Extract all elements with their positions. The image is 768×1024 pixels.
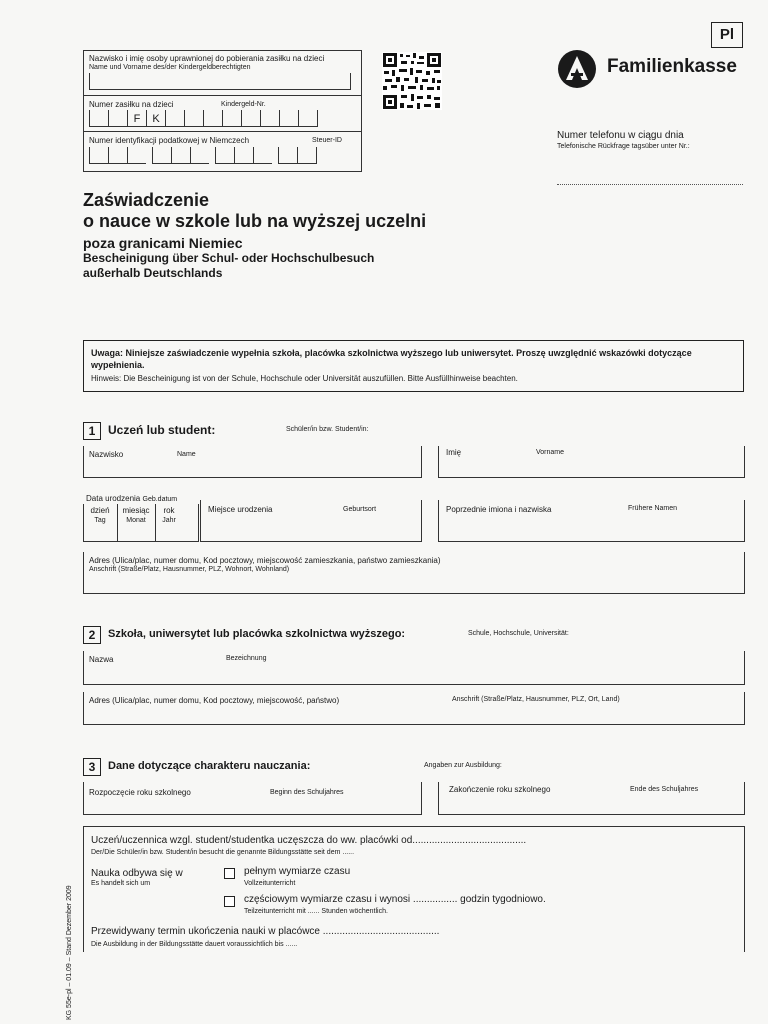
- child-number-cells[interactable]: [89, 109, 318, 127]
- birthplace-label-de: Geburtsort: [343, 506, 377, 513]
- notice-box: [83, 340, 744, 392]
- applicant-box: [83, 50, 362, 172]
- school-address-label-de: Anschrift (Straße/Platz, Hausnummer, PLZ, Ort, Land): [452, 696, 620, 703]
- school-year-start-label: Rozpoczęcie roku szkolnego: [89, 788, 191, 797]
- year-label: rok: [163, 506, 175, 515]
- name-label-pl: Nazwisko i imię osoby uprawnionej do pobierania zasiłku na dzieci: [89, 54, 325, 63]
- language-code: Pl: [719, 26, 735, 43]
- prefix-cell-f: F: [127, 110, 146, 127]
- tax-id-cells[interactable]: [89, 146, 317, 164]
- phone-label-de: Telefonische Rückfrage tagsüber unter Nr.:: [557, 143, 690, 150]
- school-name-label: Nazwa: [89, 655, 114, 664]
- title-de-line-1: Bescheinigung über Schul- oder Hochschulbesuch: [83, 251, 375, 265]
- student-address-label: Adres (Ulica/plac, numer domu, Kod pocztowy, miejscowość zamieszkania, państwo zamieszkania): [89, 556, 441, 565]
- prev-names-field[interactable]: [438, 500, 745, 542]
- tax-id-label-de: Steuer-ID: [312, 137, 342, 144]
- form-code: KG 55e-pl – 01.09 – Stand Dezember 2009: [66, 885, 73, 1020]
- dob-label-pl: Data urodzenia: [86, 494, 141, 503]
- title-line-2: o nauce w szkole lub na wyższej uczelni: [83, 211, 427, 231]
- full-time-label: pełnym wymiarze czasu: [244, 866, 351, 877]
- section-2-title-de: Schule, Hochschule, Universität:: [468, 630, 569, 637]
- brand-name: Familienkasse: [607, 56, 737, 77]
- prefix-cell-k: K: [146, 110, 165, 127]
- school-year-end-label: Zakończenie roku szkolnego: [449, 785, 551, 794]
- dob-label: [86, 494, 177, 504]
- birthplace-field[interactable]: [200, 500, 422, 542]
- end-term-label-de: Die Ausbildung in der Bildungsstätte dauert voraussichtlich bis ......: [91, 941, 298, 948]
- name-label-de: Name und Vorname des/der Kindergeldberechtigten: [89, 64, 251, 71]
- year-label-de: Jahr: [162, 517, 176, 524]
- school-year-end-label-de: Ende des Schuljahres: [630, 786, 699, 793]
- full-time-checkbox[interactable]: [224, 868, 235, 879]
- student-address-field[interactable]: [83, 552, 745, 594]
- title-line-3: poza granicami Niemiec: [83, 235, 243, 251]
- section-3-title: Dane dotyczące charakteru nauczania:: [108, 760, 311, 772]
- school-year-start-label-de: Beginn des Schuljahres: [270, 789, 344, 796]
- firstname-field[interactable]: [438, 446, 745, 478]
- phone-field[interactable]: [557, 176, 743, 185]
- school-name-field[interactable]: [83, 651, 745, 685]
- section-2-number: 2: [83, 626, 101, 644]
- dob-label-de: Geb.datum: [142, 496, 178, 503]
- surname-label: Nazwisko: [89, 450, 124, 459]
- prev-names-label-de: Frühere Namen: [628, 505, 678, 512]
- firstname-label: Imię: [446, 448, 462, 457]
- section-1-title-de: Schüler/in bzw. Student/in:: [286, 426, 369, 433]
- school-name-label-de: Bezeichnung: [226, 655, 267, 662]
- mode-label: Nauka odbywa się w: [91, 868, 183, 879]
- day-label-de: Tag: [94, 517, 106, 524]
- school-year-end-field[interactable]: [438, 782, 745, 815]
- attendance-label: Uczeń/uczennica wzgl. student/studentka uczęszcza do ww. placówki od.........................................: [91, 835, 527, 846]
- surname-label-de: Name: [177, 451, 196, 458]
- title-line-1: Zaświadczenie: [83, 190, 210, 210]
- mode-label-de: Es handelt sich um: [91, 880, 151, 887]
- end-term-label: Przewidywany termin ukończenia nauki w placówce ..........................................: [91, 926, 440, 937]
- notice-pl: Uwaga: Niniejsze zaświadczenie wypełnia szkoła, placówka szkolnictwa wyższego lub uniwersytet. Proszę uwzględnić wskazówki dotyczące wypełnienia.: [91, 348, 692, 370]
- notice-de: Hinweis: Die Bescheinigung ist von der Schule, Hochschule oder Universität auszufüllen. Bitte Ausfüllhinweise beachten.: [91, 374, 518, 383]
- month-label: miesiąc: [122, 506, 150, 515]
- section-3-number: 3: [83, 758, 101, 776]
- month-label-de: Monat: [126, 517, 146, 524]
- school-year-start-field[interactable]: [83, 782, 422, 815]
- birthplace-label: Miejsce urodzenia: [208, 505, 273, 514]
- familienkasse-logo: [557, 49, 597, 89]
- part-time-label-de: Teilzeitunterricht mit ...... Stunden wöchentlich.: [244, 908, 388, 915]
- part-time-checkbox[interactable]: [224, 896, 235, 907]
- day-label: dzień: [90, 506, 110, 515]
- firstname-label-de: Vorname: [536, 449, 565, 456]
- child-num-label-pl: Numer zasiłku na dzieci: [89, 100, 174, 109]
- tax-id-label-pl: Numer identyfikacji podatkowej w Niemczech: [89, 136, 250, 145]
- surname-field[interactable]: [83, 446, 422, 478]
- child-num-label-de: Kindergeld-Nr.: [221, 101, 266, 108]
- school-address-label: Adres (Ulica/plac, numer domu, Kod pocztowy, miejscowość, państwo): [89, 696, 340, 705]
- section-1-number: 1: [83, 422, 101, 440]
- dob-fields[interactable]: [83, 504, 199, 542]
- section-3-title-de: Angaben zur Ausbildung:: [424, 762, 502, 769]
- language-code-box: [711, 22, 743, 48]
- training-details-box: [83, 826, 745, 952]
- full-time-label-de: Vollzeitunterricht: [244, 880, 296, 887]
- attendance-label-de: Der/Die Schüler/in bzw. Student/in besucht die genannte Bildungsstätte seit dem ......: [91, 849, 355, 856]
- part-time-label: częściowym wymiarze czasu i wynosi ................ godzin tygodniowo.: [244, 894, 546, 905]
- student-address-label-de: Anschrift (Straße/Platz, Hausnummer, PLZ, Wohnort, Wohnland): [89, 566, 290, 573]
- prev-names-label: Poprzednie imiona i nazwiska: [446, 505, 552, 514]
- title-de-line-2: außerhalb Deutschlands: [83, 266, 223, 280]
- section-1-title: Uczeń lub student:: [108, 423, 216, 437]
- section-2-title: Szkoła, uniwersytet lub placówka szkolnictwa wyższego:: [108, 628, 406, 640]
- phone-label-pl: Numer telefonu w ciągu dnia: [557, 130, 684, 141]
- school-address-field[interactable]: [83, 692, 745, 725]
- qr-code: [382, 52, 442, 110]
- applicant-name-field[interactable]: [89, 73, 351, 90]
